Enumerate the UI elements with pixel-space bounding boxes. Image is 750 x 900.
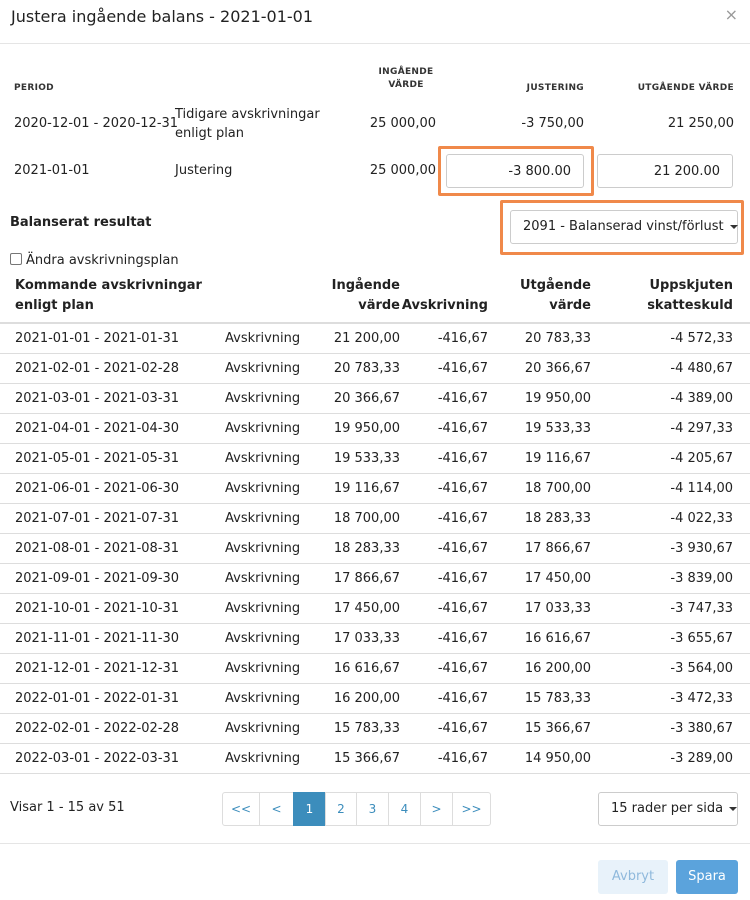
footer-divider (0, 843, 750, 844)
table-row (0, 744, 750, 774)
sched-header-ingaende-line1: Ingående (331, 278, 400, 293)
page-prev-button[interactable]: < (259, 792, 294, 826)
row-avskrivning: -416,67 (437, 571, 488, 586)
row-utgaende: 19 533,33 (524, 421, 591, 436)
row-utgaende: 20 783,33 (524, 331, 591, 346)
row-utgaende: 17 866,67 (524, 541, 591, 556)
row-period: 2021-08-01 - 2021-08-31 (15, 541, 180, 556)
row-ingaende: 19 533,33 (333, 451, 400, 466)
sched-header-skatt (647, 276, 733, 316)
table-row (0, 564, 750, 594)
row-utgaende: 20 366,67 (524, 361, 591, 376)
pagination (222, 792, 491, 826)
row-ingaende: 18 700,00 (333, 511, 400, 526)
close-icon[interactable]: × (724, 5, 738, 24)
row-utgaende: 15 366,67 (524, 721, 591, 736)
row-skatteskuld: -4 022,33 (670, 511, 733, 526)
row-type: Avskrivning (225, 661, 301, 676)
row2-ingaende: 25 000,00 (369, 163, 436, 178)
sched-header-utgaende-line2: värde (549, 298, 591, 313)
row1-desc-line2: enligt plan (175, 126, 245, 141)
row-utgaende: 14 950,00 (524, 751, 591, 766)
row-period: 2021-06-01 - 2021-06-30 (15, 481, 180, 496)
rows-per-page-value: 15 rader per sida (611, 801, 724, 816)
row-ingaende: 17 450,00 (333, 601, 400, 616)
row-avskrivning: -416,67 (437, 481, 488, 496)
row1-desc (175, 105, 320, 143)
row1-desc-line1: Tidigare avskrivningar (175, 107, 320, 122)
row-period: 2021-11-01 - 2021-11-30 (15, 631, 180, 646)
row-ingaende: 16 616,67 (333, 661, 400, 676)
row-utgaende: 18 283,33 (524, 511, 591, 526)
plan-checkbox-row[interactable] (10, 253, 179, 268)
row-type: Avskrivning (225, 331, 301, 346)
header-ingaende (376, 66, 436, 92)
row-ingaende: 19 116,67 (333, 481, 400, 496)
row-ingaende: 18 283,33 (333, 541, 400, 556)
dialog-title: Justera ingående balans - 2021-01-01 (11, 7, 314, 26)
cancel-button[interactable]: Avbryt (598, 860, 668, 894)
row-avskrivning: -416,67 (437, 391, 488, 406)
table-row (0, 324, 750, 354)
utgaende-input[interactable] (597, 154, 733, 188)
row1-utgaende: 21 250,00 (667, 116, 734, 131)
row-avskrivning: -416,67 (437, 661, 488, 676)
row-period: 2021-07-01 - 2021-07-31 (15, 511, 180, 526)
row-ingaende: 15 366,67 (333, 751, 400, 766)
row-utgaende: 16 616,67 (524, 631, 591, 646)
row-avskrivning: -416,67 (437, 691, 488, 706)
table-row (0, 504, 750, 534)
row-period: 2021-12-01 - 2021-12-31 (15, 661, 180, 676)
sched-header-utgaende-line1: Utgående (519, 278, 591, 293)
schedule-rows (0, 324, 750, 774)
table-row (0, 354, 750, 384)
row1-justering: -3 750,00 (521, 116, 584, 131)
row-period: 2021-03-01 - 2021-03-31 (15, 391, 180, 406)
row2-period: 2021-01-01 (14, 163, 90, 178)
row-period: 2021-09-01 - 2021-09-30 (15, 571, 180, 586)
header-period: PERIOD (14, 83, 54, 93)
row-avskrivning: -416,67 (437, 451, 488, 466)
sched-header-ingaende (332, 276, 400, 316)
table-row (0, 654, 750, 684)
row-type: Avskrivning (225, 361, 301, 376)
row-utgaende: 16 200,00 (524, 661, 591, 676)
caret-down-icon (729, 807, 737, 811)
row-avskrivning: -416,67 (437, 721, 488, 736)
row-avskrivning: -416,67 (437, 601, 488, 616)
sched-header-period-line2: enligt plan (15, 298, 94, 313)
row-type: Avskrivning (225, 391, 301, 406)
row-skatteskuld: -4 205,67 (670, 451, 733, 466)
row-type: Avskrivning (225, 481, 301, 496)
row-period: 2021-01-01 - 2021-01-31 (15, 331, 180, 346)
row-type: Avskrivning (225, 451, 301, 466)
row1-period: 2020-12-01 - 2020-12-31 (14, 116, 179, 131)
row-type: Avskrivning (225, 511, 301, 526)
sched-header-period (15, 276, 202, 316)
row-skatteskuld: -3 839,00 (670, 571, 733, 586)
table-row (0, 534, 750, 564)
table-row (0, 444, 750, 474)
row-avskrivning: -416,67 (437, 631, 488, 646)
schedule-header (0, 276, 750, 324)
row-ingaende: 17 033,33 (333, 631, 400, 646)
justering-input[interactable] (446, 154, 584, 188)
row-avskrivning: -416,67 (437, 331, 488, 346)
row-period: 2022-02-01 - 2022-02-28 (15, 721, 180, 736)
row-ingaende: 20 783,33 (333, 361, 400, 376)
row-ingaende: 21 200,00 (333, 331, 400, 346)
row-period: 2022-03-01 - 2022-03-31 (15, 751, 180, 766)
row-ingaende: 20 366,67 (333, 391, 400, 406)
sched-header-skatt-line2: skatteskuld (647, 298, 733, 313)
row-period: 2021-05-01 - 2021-05-31 (15, 451, 180, 466)
row-type: Avskrivning (225, 631, 301, 646)
sched-header-ingaende-line2: värde (358, 298, 400, 313)
table-row (0, 384, 750, 414)
row-skatteskuld: -4 389,00 (670, 391, 733, 406)
row-skatteskuld: -3 655,67 (670, 631, 733, 646)
row-type: Avskrivning (225, 421, 301, 436)
save-button[interactable]: Spara (676, 860, 738, 894)
header-ingaende-line2: VÄRDE (388, 80, 424, 90)
sched-header-utgaende (520, 276, 591, 316)
sched-header-period-line1: Kommande avskrivningar (15, 278, 202, 293)
row-utgaende: 18 700,00 (524, 481, 591, 496)
table-row (0, 714, 750, 744)
page-2-button[interactable]: 2 (325, 792, 357, 826)
page-next-button[interactable]: > (420, 792, 453, 826)
table-row (0, 594, 750, 624)
row-ingaende: 16 200,00 (333, 691, 400, 706)
sched-header-avskrivning: Avskrivning (401, 298, 488, 313)
plan-checkbox-label: Ändra avskrivningsplan (26, 253, 179, 268)
page-first-button[interactable]: << (222, 792, 260, 826)
page-last-button[interactable]: >> (452, 792, 491, 826)
row-utgaende: 15 783,33 (524, 691, 591, 706)
rows-per-page-select[interactable] (598, 792, 738, 826)
row-period: 2021-10-01 - 2021-10-31 (15, 601, 180, 616)
row-avskrivning: -416,67 (437, 511, 488, 526)
page-3-button[interactable]: 3 (356, 792, 389, 826)
header-justering: JUSTERING (526, 83, 584, 93)
row-type: Avskrivning (225, 601, 301, 616)
row-period: 2021-02-01 - 2021-02-28 (15, 361, 180, 376)
header-utgaende: UTGÅENDE VÄRDE (637, 83, 734, 93)
row-skatteskuld: -4 480,67 (670, 361, 733, 376)
row-utgaende: 19 116,67 (524, 451, 591, 466)
table-row (0, 414, 750, 444)
table-row (0, 624, 750, 654)
row-skatteskuld: -4 114,00 (670, 481, 733, 496)
row-skatteskuld: -4 572,33 (670, 331, 733, 346)
row-type: Avskrivning (225, 691, 301, 706)
page-1-button[interactable]: 1 (293, 792, 326, 826)
row-avskrivning: -416,67 (437, 541, 488, 556)
row-period: 2022-01-01 - 2022-01-31 (15, 691, 180, 706)
row1-ingaende: 25 000,00 (369, 116, 436, 131)
row-skatteskuld: -3 472,33 (670, 691, 733, 706)
showing-count: Visar 1 - 15 av 51 (10, 800, 125, 815)
row-type: Avskrivning (225, 571, 301, 586)
plan-checkbox[interactable] (10, 253, 22, 265)
balance-label: Balanserat resultat (10, 215, 152, 230)
row2-desc: Justering (175, 163, 233, 178)
row-utgaende: 17 450,00 (524, 571, 591, 586)
row-ingaende: 19 950,00 (333, 421, 400, 436)
account-select[interactable] (510, 210, 738, 244)
row-avskrivning: -416,67 (437, 421, 488, 436)
row-skatteskuld: -3 380,67 (670, 721, 733, 736)
sched-header-skatt-line1: Uppskjuten (649, 278, 733, 293)
row-type: Avskrivning (225, 721, 301, 736)
row-type: Avskrivning (225, 751, 301, 766)
row-avskrivning: -416,67 (437, 361, 488, 376)
row-skatteskuld: -3 564,00 (670, 661, 733, 676)
row-ingaende: 15 783,33 (333, 721, 400, 736)
table-row (0, 684, 750, 714)
dialog-header (0, 0, 750, 44)
table-row (0, 474, 750, 504)
row-skatteskuld: -3 747,33 (670, 601, 733, 616)
row-period: 2021-04-01 - 2021-04-30 (15, 421, 180, 436)
page-4-button[interactable]: 4 (388, 792, 421, 826)
row-type: Avskrivning (225, 541, 301, 556)
caret-down-icon (730, 225, 738, 229)
row-skatteskuld: -4 297,33 (670, 421, 733, 436)
row-utgaende: 19 950,00 (524, 391, 591, 406)
row-skatteskuld: -3 289,00 (670, 751, 733, 766)
row-utgaende: 17 033,33 (524, 601, 591, 616)
row-ingaende: 17 866,67 (333, 571, 400, 586)
row-avskrivning: -416,67 (437, 751, 488, 766)
header-ingaende-line1: INGÅENDE (378, 67, 434, 77)
row-skatteskuld: -3 930,67 (670, 541, 733, 556)
account-select-value: 2091 - Balanserad vinst/förlust (523, 219, 724, 234)
